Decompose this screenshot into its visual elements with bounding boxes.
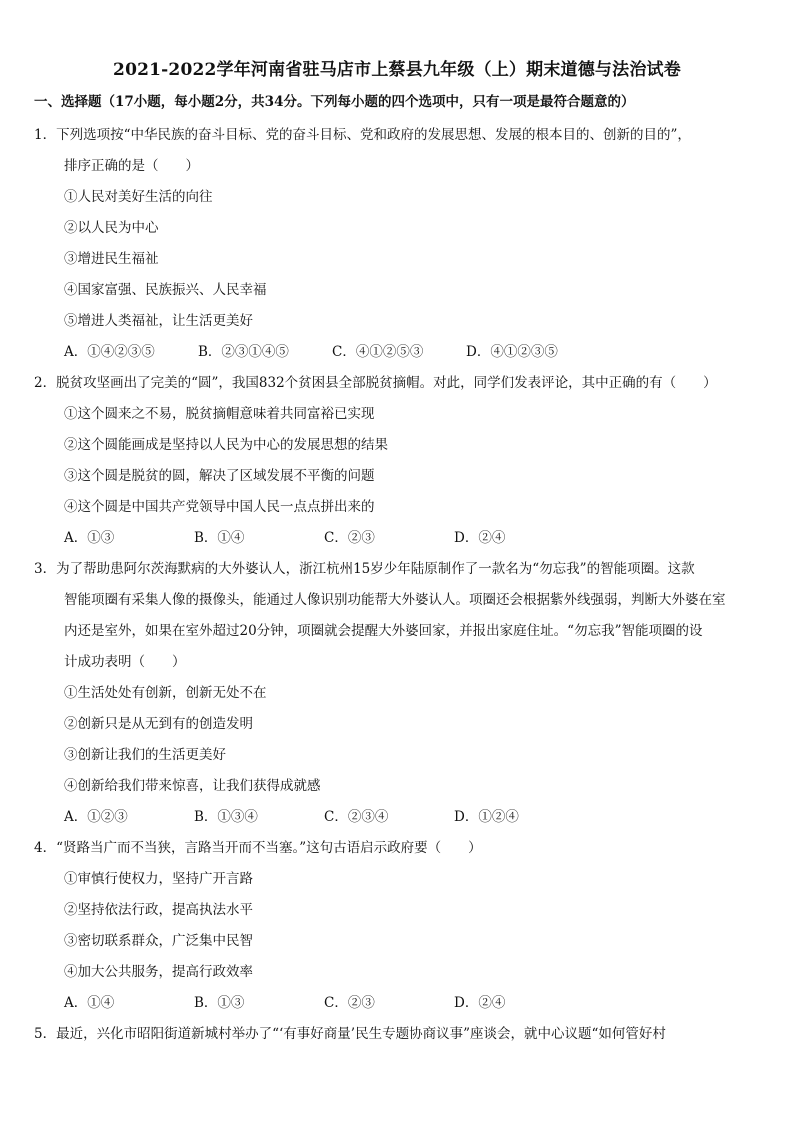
question-4 xyxy=(34,833,760,1019)
statement-item: ①人民对美好生活的向往 xyxy=(64,189,213,205)
answer-choices xyxy=(34,337,760,368)
statement-item: ④这个圆是中国共产党领导中国人民一点点拼出来的 xyxy=(64,499,375,515)
stem-line: 最近，兴化市昭阳街道新城村举办了“‘有事好商量’民生专题协商议事”座谈会，就中心议题“如何管好村 xyxy=(56,1026,666,1042)
question-5 xyxy=(34,1019,760,1050)
statement-item: ③密切联系群众，广泛集中民智 xyxy=(64,933,253,949)
answer-choice-c: C．④①②⑤③ xyxy=(332,344,424,360)
question-stem xyxy=(34,368,760,399)
statement-item: ②以人民为中心 xyxy=(64,220,159,236)
statement-item: ②这个圆能画成是坚持以人民为中心的发展思想的结果 xyxy=(64,437,388,453)
answer-choice-b: B．①③ xyxy=(194,995,245,1011)
answer-choice-a: A．①②③ xyxy=(64,809,128,825)
answer-choices xyxy=(34,988,760,1019)
statement-item: ④加大公共服务，提高行政效率 xyxy=(64,964,253,980)
answer-choice-d: D．①②④ xyxy=(454,809,519,825)
question-number: 2． xyxy=(34,375,57,391)
exam-title: 2021-2022学年河南省驻马店市上蔡县九年级（上）期末道德与法治试卷 xyxy=(113,60,681,80)
stem-line: “贤路当广而不当狭，言路当开而不当塞。”这句古语启示政府要（ ） xyxy=(56,840,482,856)
statement-item: ①生活处处有创新，创新无处不在 xyxy=(64,685,267,701)
question-2 xyxy=(34,368,760,554)
question-stem xyxy=(34,120,760,151)
question-number: 1． xyxy=(34,127,57,143)
statement-item: ④创新给我们带来惊喜，让我们获得成就感 xyxy=(64,778,321,794)
statement-item: ③这个圆是脱贫的圆，解决了区域发展不平衡的问题 xyxy=(64,468,375,484)
answer-choice-a: A．①④ xyxy=(64,995,115,1011)
statement-item: ③创新让我们的生活更美好 xyxy=(64,747,226,763)
answer-choice-a: A．①④②③⑤ xyxy=(64,344,155,360)
answer-choice-a: A．①③ xyxy=(64,530,115,546)
question-stem xyxy=(34,554,760,585)
stem-line: 智能项圈有采集人像的摄像头，能通过人像识别功能帮大外婆认人。项圈还会根据紫外线强弱，判断大外婆在室 xyxy=(64,592,726,608)
statement-item: ③增进民生福祉 xyxy=(64,251,159,267)
question-number: 3． xyxy=(34,561,57,577)
stem-line: 为了帮助患阿尔茨海默病的大外婆认人，浙江杭州15岁少年陆原制作了一款名为“勿忘我”的智能项圈。这款 xyxy=(56,561,695,577)
answer-choice-c: C．②③ xyxy=(324,995,375,1011)
stem-line: 脱贫攻坚画出了完美的“圆”，我国832个贫困县全部脱贫摘帽。对此，同学们发表评论，其中正确的有（ ） xyxy=(56,375,717,391)
statement-item: ④国家富强、民族振兴、人民幸福 xyxy=(64,282,267,298)
stem-line: 排序正确的是（ ） xyxy=(64,158,199,174)
answer-choice-c: C．②③④ xyxy=(324,809,389,825)
question-number: 4． xyxy=(34,840,57,856)
statement-item: ①审慎行使权力，坚持广开言路 xyxy=(64,871,253,887)
question-3 xyxy=(34,554,760,833)
question-stem xyxy=(34,1019,760,1050)
answer-choice-b: B．②③①④⑤ xyxy=(198,344,289,360)
answer-choices xyxy=(34,523,760,554)
stem-line: 计成功表明（ ） xyxy=(64,654,186,670)
answer-choice-d: D．②④ xyxy=(454,530,506,546)
answer-choice-b: B．①③④ xyxy=(194,809,258,825)
answer-choices xyxy=(34,802,760,833)
statement-item: ①这个圆来之不易，脱贫摘帽意味着共同富裕已实现 xyxy=(64,406,375,422)
stem-line: 内还是室外，如果在室外超过20分钟，项圈就会提醒大外婆回家，并报出家庭住址。“勿忘我”智能项圈的设 xyxy=(64,623,703,639)
question-number: 5． xyxy=(34,1026,57,1042)
stem-line: 下列选项按“中华民族的奋斗目标、党的奋斗目标、党和政府的发展思想、发展的根本目的、创新的目的”， xyxy=(56,127,691,143)
answer-choice-b: B．①④ xyxy=(194,530,245,546)
statement-item: ②坚持依法行政，提高执法水平 xyxy=(64,902,253,918)
statement-item: ②创新只是从无到有的创造发明 xyxy=(64,716,253,732)
statement-item: ⑤增进人类福祉，让生活更美好 xyxy=(64,313,253,329)
question-stem xyxy=(34,833,760,864)
answer-choice-d: D．②④ xyxy=(454,995,506,1011)
section-heading: 一、选择题（17小题，每小题2分，共34分。下列每小题的四个选项中，只有一项是最符合题意的） xyxy=(34,94,635,110)
answer-choice-d: D．④①②③⑤ xyxy=(466,344,558,360)
answer-choice-c: C．②③ xyxy=(324,530,375,546)
question-1 xyxy=(34,120,760,368)
